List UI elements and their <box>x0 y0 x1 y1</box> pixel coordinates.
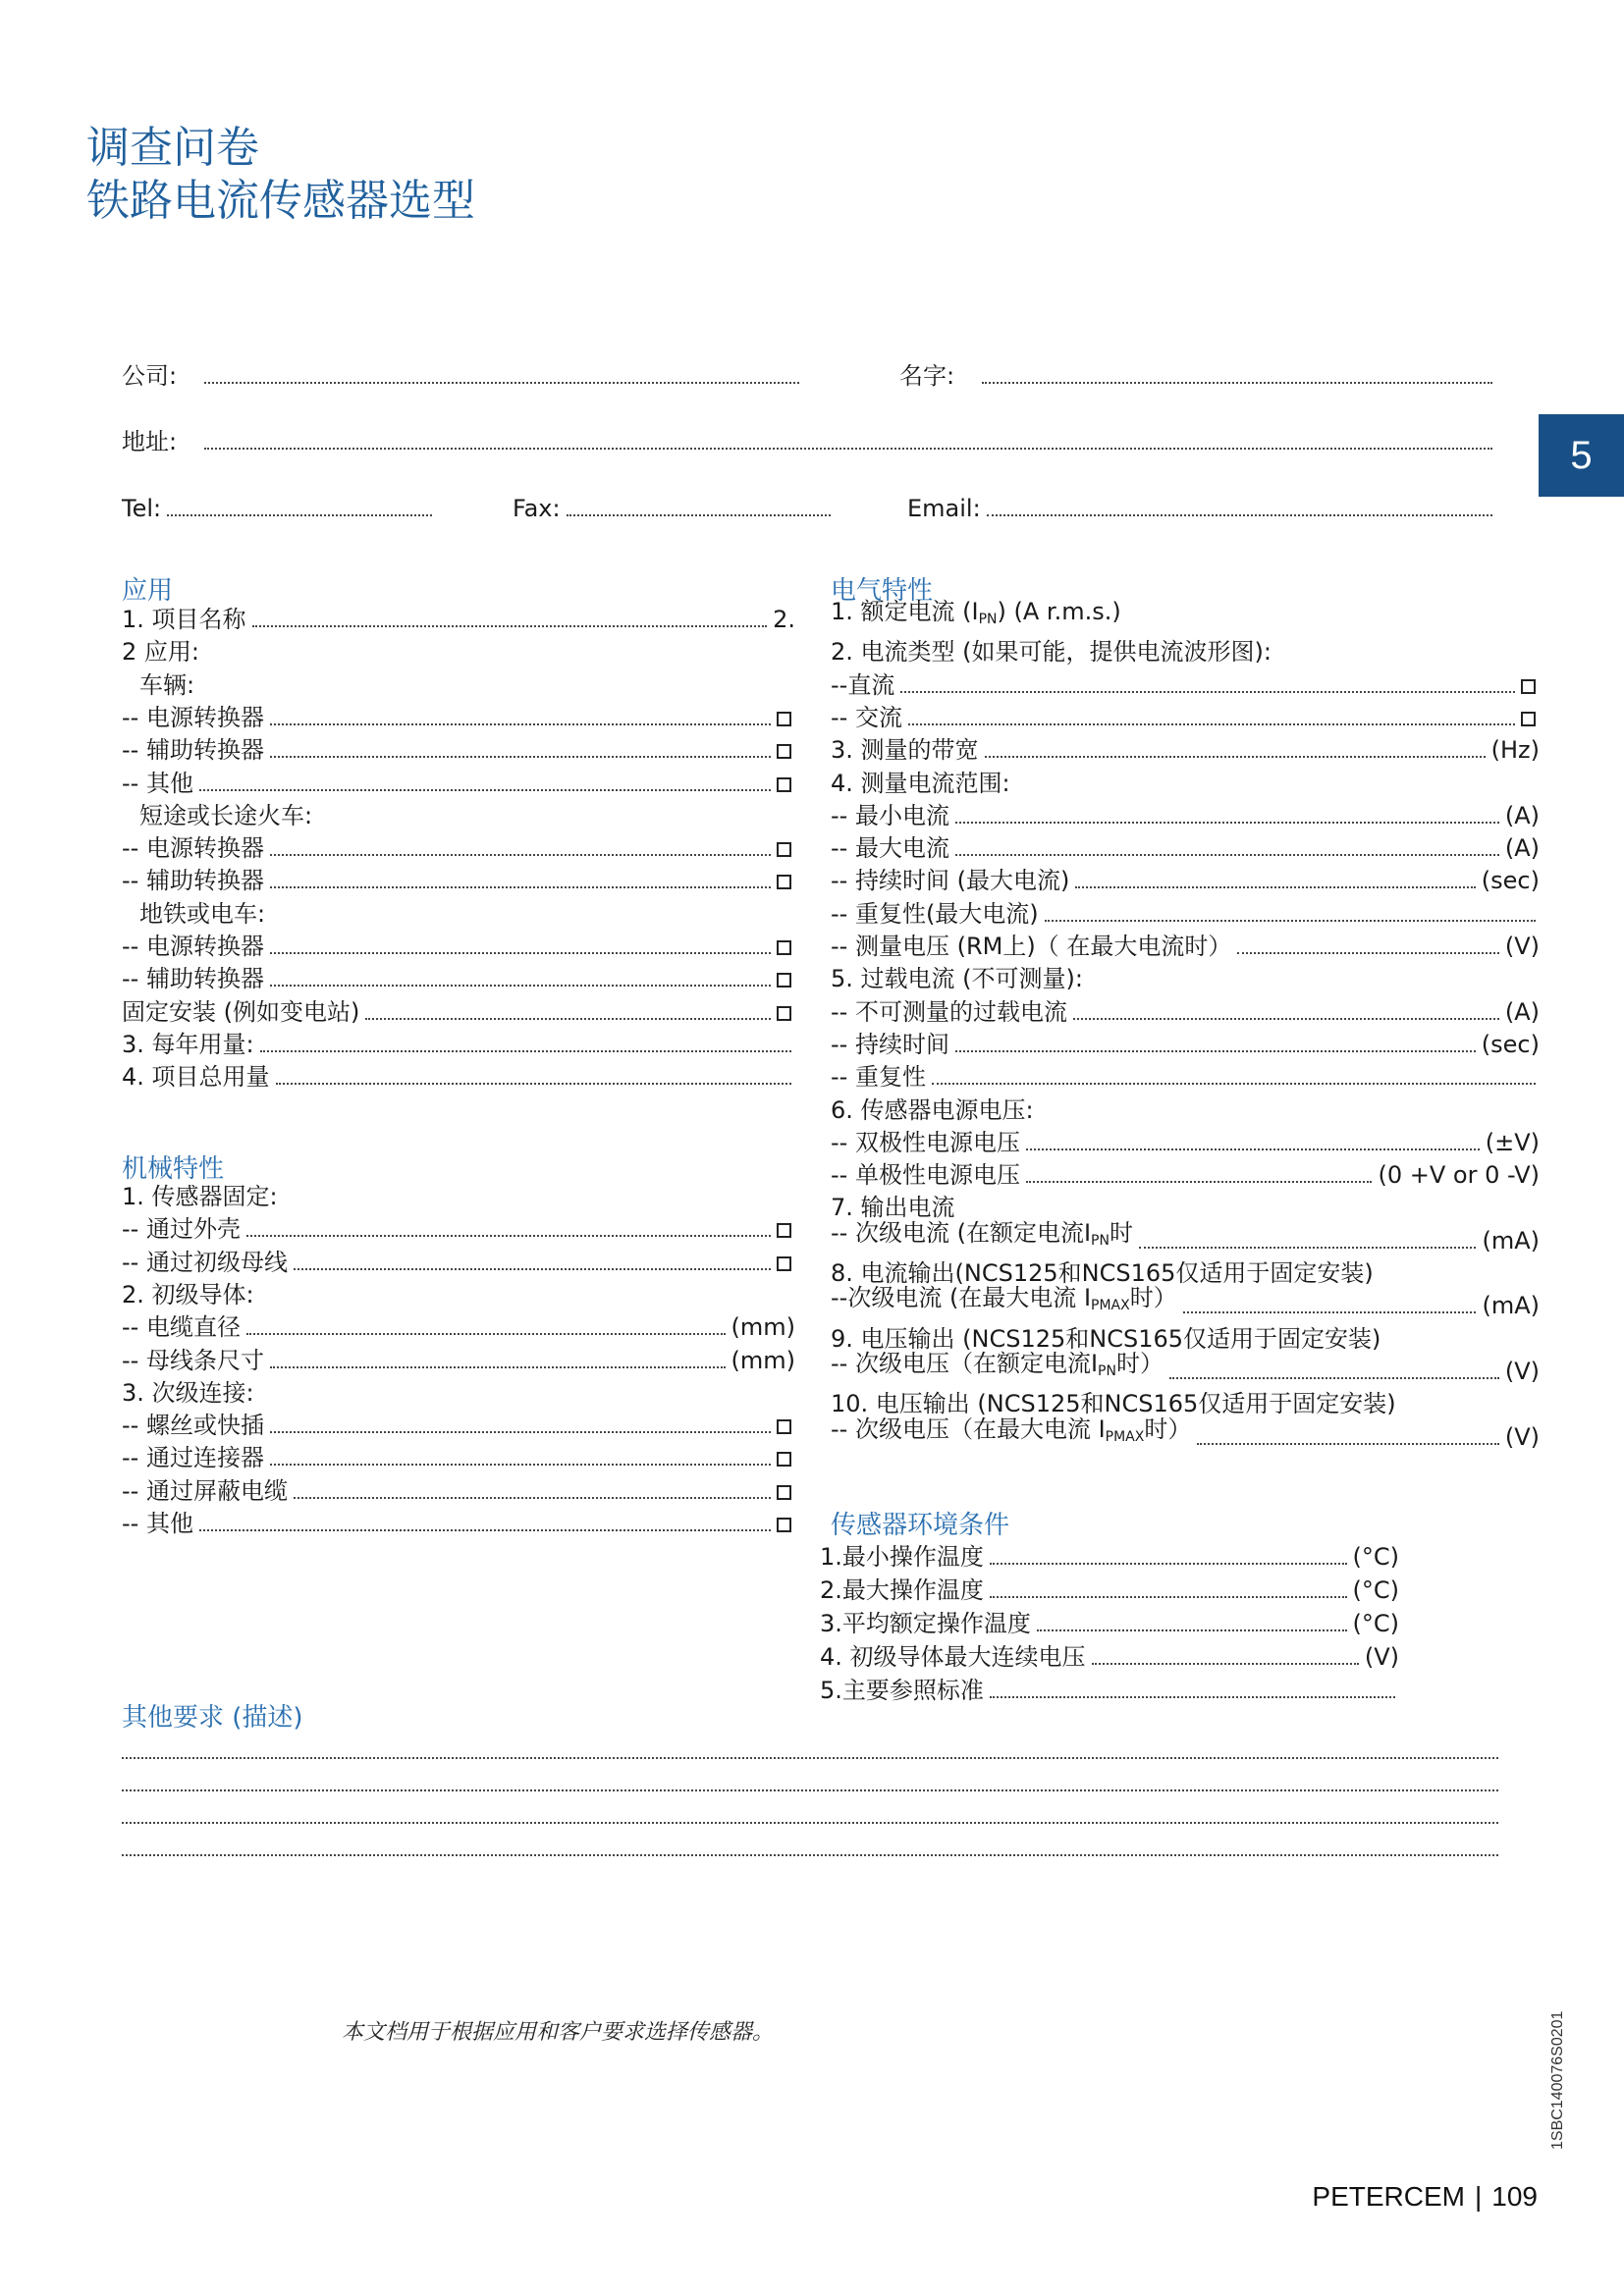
form-field[interactable] <box>831 1218 1540 1257</box>
checkbox[interactable] <box>1521 679 1536 694</box>
item-label: -- 不可测量的过载电流 <box>831 997 1067 1026</box>
unit-label: (V) <box>1364 1643 1399 1671</box>
footer-separator: | <box>1475 2181 1483 2212</box>
form-field[interactable] <box>831 1061 1540 1094</box>
item-label: -- 次级电流 (在额定电流$I_{PN}$时 <box>831 1218 1133 1249</box>
mechanical-heading: 机械特性 <box>122 1154 225 1184</box>
item-label: 1. 额定电流 $(I_{PN})$ (A r.m.s.) <box>831 598 1121 627</box>
item-label: 2. 电流类型 (如果可能，提供电流波形图): <box>831 638 1272 667</box>
fill-in-line[interactable] <box>270 1366 726 1368</box>
item-label: -- 电源转换器 <box>122 834 264 863</box>
checkbox-item[interactable] <box>122 734 795 767</box>
page-subtitle: 铁路电流传感器选型 <box>86 176 475 226</box>
checkbox[interactable] <box>777 842 791 857</box>
fax-label: Fax: <box>513 495 561 522</box>
item-label: -- 次级电压（在额定电流$I_{PN}$时） <box>831 1349 1164 1379</box>
form-label <box>122 1279 795 1311</box>
unit-label: (A) <box>1504 834 1540 863</box>
form-field[interactable] <box>831 1159 1540 1192</box>
form-label <box>139 898 795 931</box>
other-line[interactable] <box>122 1822 1498 1824</box>
form-field[interactable] <box>831 832 1540 865</box>
form-field[interactable] <box>831 1284 1540 1322</box>
checkbox-item[interactable] <box>122 1442 795 1474</box>
form-field[interactable] <box>122 1311 795 1344</box>
unit-label: (mm) <box>731 1346 795 1374</box>
page-title: 调查问卷 <box>86 123 259 173</box>
item-label: 7. 输出电流 <box>831 1194 955 1222</box>
checkbox-item[interactable] <box>122 865 795 897</box>
fill-in-line[interactable] <box>990 1696 1395 1698</box>
checkbox[interactable] <box>777 712 791 726</box>
unit-label: (mA) <box>1482 1226 1540 1255</box>
unit-label: (A) <box>1504 801 1540 829</box>
fill-in-line[interactable] <box>1139 1247 1477 1249</box>
checkbox[interactable] <box>777 973 791 988</box>
other-line[interactable] <box>122 1789 1498 1791</box>
name-field[interactable] <box>899 361 1498 391</box>
item-label: 4. 初级导体最大连续电压 <box>820 1643 1086 1671</box>
item-label: 2.最大操作温度 <box>820 1576 984 1604</box>
fill-in-line[interactable] <box>270 886 771 888</box>
fill-in-line[interactable] <box>294 1497 771 1499</box>
application-heading: 应用 <box>122 576 174 606</box>
electrical-heading: 电气特性 <box>831 576 934 606</box>
unit-label: (A) <box>1504 997 1540 1026</box>
item-label: 固定安装 (例如变电站) <box>122 997 360 1026</box>
item-label: -- 螺丝或快插 <box>122 1412 264 1440</box>
item-label: -- 重复性(最大电流) <box>831 899 1039 928</box>
checkbox[interactable] <box>1521 712 1536 726</box>
item-label: 5.主要参照标准 <box>820 1677 984 1704</box>
tel-field[interactable] <box>122 494 438 523</box>
fill-in-line[interactable] <box>900 691 1515 693</box>
item-label: -- 电源转换器 <box>122 933 264 960</box>
checkbox-item[interactable] <box>831 702 1540 734</box>
fill-in-line[interactable] <box>1073 1018 1499 1020</box>
environment-heading: 传感器环境条件 <box>831 1511 1010 1540</box>
unit-label: (°C) <box>1352 1610 1399 1637</box>
fill-in-line[interactable] <box>932 1083 1536 1085</box>
item-label: 8. 电流输出(NCS125和NCS165仅适用于固定安装) <box>831 1259 1374 1287</box>
checkbox[interactable] <box>777 1452 791 1467</box>
fill-in-line[interactable] <box>246 1333 726 1335</box>
form-label <box>139 669 795 702</box>
item-label: -- 通过屏蔽电缆 <box>122 1476 288 1505</box>
unit-label: (mm) <box>731 1313 795 1342</box>
unit-label: (mA) <box>1482 1292 1540 1320</box>
fill-in-line[interactable] <box>908 723 1515 725</box>
form-field[interactable] <box>820 1608 1399 1640</box>
form-field[interactable] <box>122 1061 795 1094</box>
item-label: 1. 传感器固定: <box>122 1183 278 1210</box>
fill-in-line[interactable] <box>270 985 771 987</box>
item-label: 3. 测量的带宽 <box>831 736 979 765</box>
item-label: 车辆: <box>139 670 195 699</box>
form-field[interactable] <box>820 1575 1399 1607</box>
form-field[interactable] <box>831 898 1540 931</box>
other-line[interactable] <box>122 1757 1498 1759</box>
unit-label: 2. <box>773 606 795 633</box>
fill-in-line[interactable] <box>985 756 1486 758</box>
form-field[interactable] <box>820 1541 1399 1574</box>
other-heading: 其他要求 (描述) <box>122 1703 303 1733</box>
item-label: -- 测量电压 (RM上)（ 在最大电流时） <box>831 933 1232 960</box>
checkbox-item[interactable] <box>122 931 795 963</box>
fill-in-line[interactable] <box>955 822 1499 824</box>
checkbox-item[interactable] <box>122 1410 795 1442</box>
fill-in-line[interactable] <box>260 1050 791 1052</box>
item-label: 9. 电压输出 (NCS125和NCS165仅适用于固定安装) <box>831 1324 1381 1353</box>
form-field[interactable] <box>122 604 795 636</box>
fill-in-line[interactable] <box>270 854 771 856</box>
item-label: 2 应用: <box>122 638 199 667</box>
checkbox[interactable] <box>777 744 791 759</box>
item-label: 3. 次级连接: <box>122 1378 254 1407</box>
unit-label: (V) <box>1504 1422 1540 1451</box>
other-line[interactable] <box>122 1854 1498 1856</box>
fill-in-line[interactable] <box>1075 886 1475 888</box>
form-label <box>831 636 1540 668</box>
item-label: -- 母线条尺寸 <box>122 1346 264 1374</box>
checkbox-item[interactable] <box>122 768 795 800</box>
item-label: 2. 初级导体: <box>122 1280 254 1308</box>
item-label: -- 通过连接器 <box>122 1444 264 1472</box>
fill-in-line[interactable] <box>955 854 1499 856</box>
fill-in-line[interactable] <box>294 1268 771 1270</box>
form-field[interactable] <box>122 1029 795 1061</box>
checkbox-item[interactable] <box>122 832 795 865</box>
item-label: 地铁或电车: <box>139 899 266 928</box>
item-label: -- 交流 <box>831 703 902 731</box>
fill-in-line[interactable] <box>1045 920 1536 922</box>
fill-in-line[interactable] <box>270 952 771 954</box>
fax-field[interactable] <box>513 494 837 523</box>
fill-in-line[interactable] <box>990 1563 1347 1565</box>
page-footer <box>1312 2181 1538 2213</box>
fill-in-line[interactable] <box>1026 1181 1373 1183</box>
item-label: -- 辅助转换器 <box>122 736 264 765</box>
fill-in-line[interactable] <box>1037 1629 1347 1631</box>
fill-in-line[interactable] <box>1183 1311 1477 1313</box>
item-label: -- 通过外壳 <box>122 1215 241 1244</box>
email-field[interactable] <box>907 494 1498 523</box>
form-label <box>831 768 1540 800</box>
form-field[interactable] <box>831 865 1540 897</box>
fill-in-line[interactable] <box>270 756 771 758</box>
form-label <box>122 1377 795 1410</box>
footer-brand: PETERCEM <box>1312 2181 1465 2212</box>
unit-label: (°C) <box>1352 1576 1399 1604</box>
item-label: 3. 每年用量: <box>122 1030 254 1058</box>
unit-label: (°C) <box>1352 1543 1399 1571</box>
unit-label: (sec) <box>1481 1030 1540 1058</box>
form-field[interactable] <box>122 1345 795 1377</box>
fill-in-line[interactable] <box>199 1529 771 1531</box>
form-field[interactable] <box>831 800 1540 832</box>
form-field[interactable] <box>831 1349 1540 1388</box>
checkbox[interactable] <box>777 875 791 889</box>
checkbox-item[interactable] <box>122 1475 795 1508</box>
address-field[interactable] <box>122 427 1498 456</box>
unit-label: (Hz) <box>1490 736 1540 765</box>
checkbox-item[interactable] <box>831 669 1540 702</box>
item-label: -- 持续时间 (最大电流) <box>831 867 1070 895</box>
item-label: -- 其他 <box>122 769 193 797</box>
checkbox-item[interactable] <box>122 702 795 734</box>
unit-label: (V) <box>1504 933 1540 960</box>
form-label <box>831 1095 1540 1127</box>
item-label: -- 双极性电源电压 <box>831 1128 1020 1156</box>
checkbox[interactable] <box>777 1223 791 1238</box>
form-field[interactable] <box>831 1127 1540 1159</box>
form-field[interactable] <box>831 1415 1540 1454</box>
item-label: 1.最小操作温度 <box>820 1543 984 1571</box>
page-number: 109 <box>1491 2181 1538 2212</box>
address-label: 地址: <box>122 428 178 455</box>
form-field[interactable] <box>820 1675 1399 1707</box>
checkbox[interactable] <box>777 1256 791 1271</box>
item-label: -- 电缆直径 <box>122 1313 241 1342</box>
checkbox[interactable] <box>777 1518 791 1532</box>
item-label: 6. 传感器电源电压: <box>831 1095 1034 1124</box>
item-label: 10. 电压输出 (NCS125和NCS165仅适用于固定安装) <box>831 1390 1396 1418</box>
form-field[interactable] <box>831 931 1540 963</box>
item-label: 短途或长途火车: <box>139 801 313 829</box>
unit-label: (sec) <box>1481 867 1540 895</box>
item-label: 1. 项目名称 <box>122 606 246 633</box>
fill-in-line[interactable] <box>270 723 771 725</box>
document-note: 本文档用于根据应用和客户要求选择传感器。 <box>342 2020 775 2045</box>
fill-in-line[interactable] <box>246 1235 771 1237</box>
fill-in-line[interactable] <box>365 1018 771 1020</box>
item-label: 3.平均额定操作温度 <box>820 1610 1031 1637</box>
item-label: 5. 过载电流 (不可测量): <box>831 965 1083 993</box>
form-label <box>122 1181 795 1213</box>
checkbox[interactable] <box>777 1485 791 1500</box>
item-label: -- 辅助转换器 <box>122 867 264 895</box>
item-label: -- 重复性 <box>831 1063 926 1092</box>
item-label: -- 其他 <box>122 1510 193 1537</box>
checkbox-item[interactable] <box>122 1213 795 1246</box>
item-label: -- 最小电流 <box>831 801 949 829</box>
document-code: 1SBC140076S0201 <box>1549 2010 1566 2150</box>
item-label: -- 最大电流 <box>831 834 949 863</box>
fill-in-line[interactable] <box>1169 1377 1499 1379</box>
item-label: --直流 <box>831 670 895 699</box>
item-label: -- 辅助转换器 <box>122 965 264 993</box>
form-field[interactable] <box>831 734 1540 767</box>
fill-in-line[interactable] <box>1026 1148 1480 1150</box>
fill-in-line[interactable] <box>252 625 768 627</box>
chapter-tab: 5 <box>1539 414 1624 497</box>
form-label <box>831 598 1540 636</box>
item-label: -- 次级电压（在最大电流 $I_{PMAX}$时） <box>831 1415 1192 1445</box>
item-label: -- 单极性电源电压 <box>831 1161 1020 1190</box>
tel-label: Tel: <box>122 495 162 522</box>
checkbox[interactable] <box>777 1419 791 1434</box>
fill-in-line[interactable] <box>955 1050 1476 1052</box>
fill-in-line[interactable] <box>1092 1663 1359 1665</box>
form-field[interactable] <box>831 1029 1540 1061</box>
form-label <box>831 963 1540 995</box>
checkbox[interactable] <box>777 777 791 792</box>
fill-in-line[interactable] <box>990 1596 1347 1598</box>
company-field[interactable] <box>122 361 805 391</box>
form-label <box>122 636 795 668</box>
checkbox-item[interactable] <box>122 1508 795 1540</box>
fill-in-line[interactable] <box>199 789 771 791</box>
form-field[interactable] <box>831 996 1540 1029</box>
checkbox-item[interactable] <box>122 963 795 995</box>
checkbox[interactable] <box>777 1006 791 1021</box>
checkbox-item[interactable] <box>122 1247 795 1279</box>
item-label: --次级电流 (在最大电流 $I_{PMAX}$时） <box>831 1284 1177 1314</box>
email-label: Email: <box>907 495 981 522</box>
fill-in-line[interactable] <box>270 1431 771 1433</box>
checkbox-item[interactable] <box>122 996 795 1029</box>
item-label: -- 电源转换器 <box>122 703 264 731</box>
fill-in-line[interactable] <box>1197 1443 1498 1445</box>
item-label: -- 持续时间 <box>831 1030 949 1058</box>
fill-in-line[interactable] <box>1237 952 1499 954</box>
item-label: 4. 测量电流范围: <box>831 769 1010 797</box>
unit-label: (±V) <box>1485 1128 1540 1156</box>
item-label: -- 通过初级母线 <box>122 1248 288 1276</box>
unit-label: (V) <box>1504 1357 1540 1385</box>
fill-in-line[interactable] <box>276 1083 791 1085</box>
form-field[interactable] <box>820 1641 1399 1674</box>
checkbox[interactable] <box>777 940 791 955</box>
company-label: 公司: <box>122 362 178 390</box>
form-label <box>139 800 795 832</box>
name-label: 名字: <box>899 362 955 390</box>
item-label: 4. 项目总用量 <box>122 1063 270 1092</box>
fill-in-line[interactable] <box>270 1464 771 1466</box>
unit-label: (0 +V or 0 -V) <box>1378 1161 1540 1190</box>
